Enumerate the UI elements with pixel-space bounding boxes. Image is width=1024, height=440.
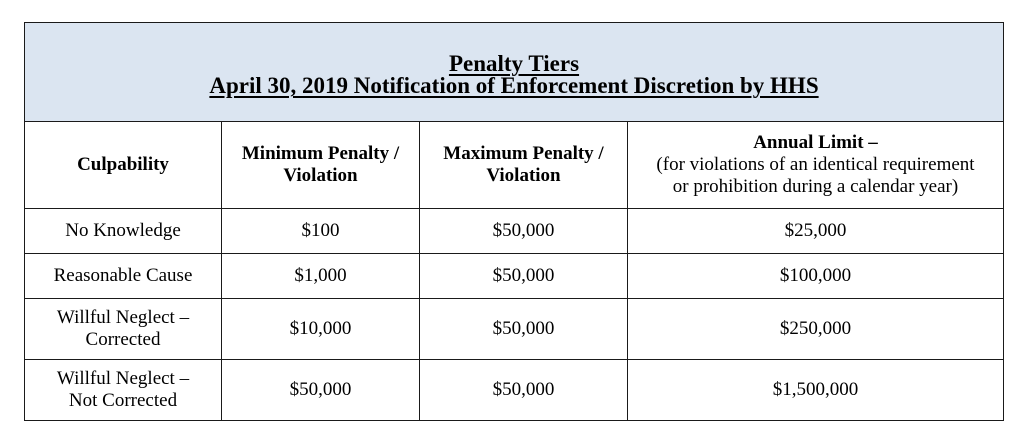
cell-minimum: $1,000 xyxy=(222,254,420,299)
table-title-line-1: Penalty Tiers xyxy=(448,51,580,76)
header-culpability xyxy=(25,122,222,209)
cell-minimum: $100 xyxy=(222,209,420,254)
table-title xyxy=(25,23,1004,122)
header-annual-line-1: Annual Limit – xyxy=(753,132,878,153)
culpability-line-1: Willful Neglect – xyxy=(56,368,190,389)
header-maximum-line-2: Violation xyxy=(486,165,561,186)
header-minimum-penalty xyxy=(222,122,420,209)
cell-annual: $1,500,000 xyxy=(628,360,1004,421)
culpability-line-1: No Knowledge xyxy=(65,220,181,241)
culpability-line-1: Willful Neglect – xyxy=(56,307,190,328)
culpability-line-2: Not Corrected xyxy=(68,390,178,411)
cell-minimum: $50,000 xyxy=(222,360,420,421)
culpability-line-2: Corrected xyxy=(85,329,161,350)
header-culpability-label: Culpability xyxy=(77,154,169,175)
table-title-line-2: April 30, 2019 Notification of Enforcement Discretion by HHS xyxy=(209,73,819,98)
cell-culpability xyxy=(25,209,222,254)
table-row xyxy=(25,360,1004,421)
cell-minimum: $10,000 xyxy=(222,299,420,360)
cell-annual: $25,000 xyxy=(628,209,1004,254)
cell-maximum: $50,000 xyxy=(420,254,628,299)
header-minimum-line-1: Minimum Penalty / xyxy=(241,143,400,164)
penalty-tiers-table xyxy=(24,22,1004,421)
table-row xyxy=(25,209,1004,254)
cell-maximum: $50,000 xyxy=(420,360,628,421)
cell-annual: $250,000 xyxy=(628,299,1004,360)
header-annual-limit xyxy=(628,122,1004,209)
header-minimum-line-2: Violation xyxy=(283,165,358,186)
header-annual-line-2: (for violations of an identical requirement xyxy=(656,154,975,175)
cell-maximum: $50,000 xyxy=(420,209,628,254)
cell-culpability xyxy=(25,254,222,299)
cell-annual: $100,000 xyxy=(628,254,1004,299)
table-row xyxy=(25,254,1004,299)
culpability-line-1: Reasonable Cause xyxy=(53,265,193,286)
table-row xyxy=(25,299,1004,360)
header-row xyxy=(25,122,1004,209)
header-maximum-line-1: Maximum Penalty / xyxy=(443,143,604,164)
cell-culpability xyxy=(25,299,222,360)
cell-maximum: $50,000 xyxy=(420,299,628,360)
cell-culpability xyxy=(25,360,222,421)
header-maximum-penalty xyxy=(420,122,628,209)
header-annual-line-3: or prohibition during a calendar year) xyxy=(672,176,959,197)
